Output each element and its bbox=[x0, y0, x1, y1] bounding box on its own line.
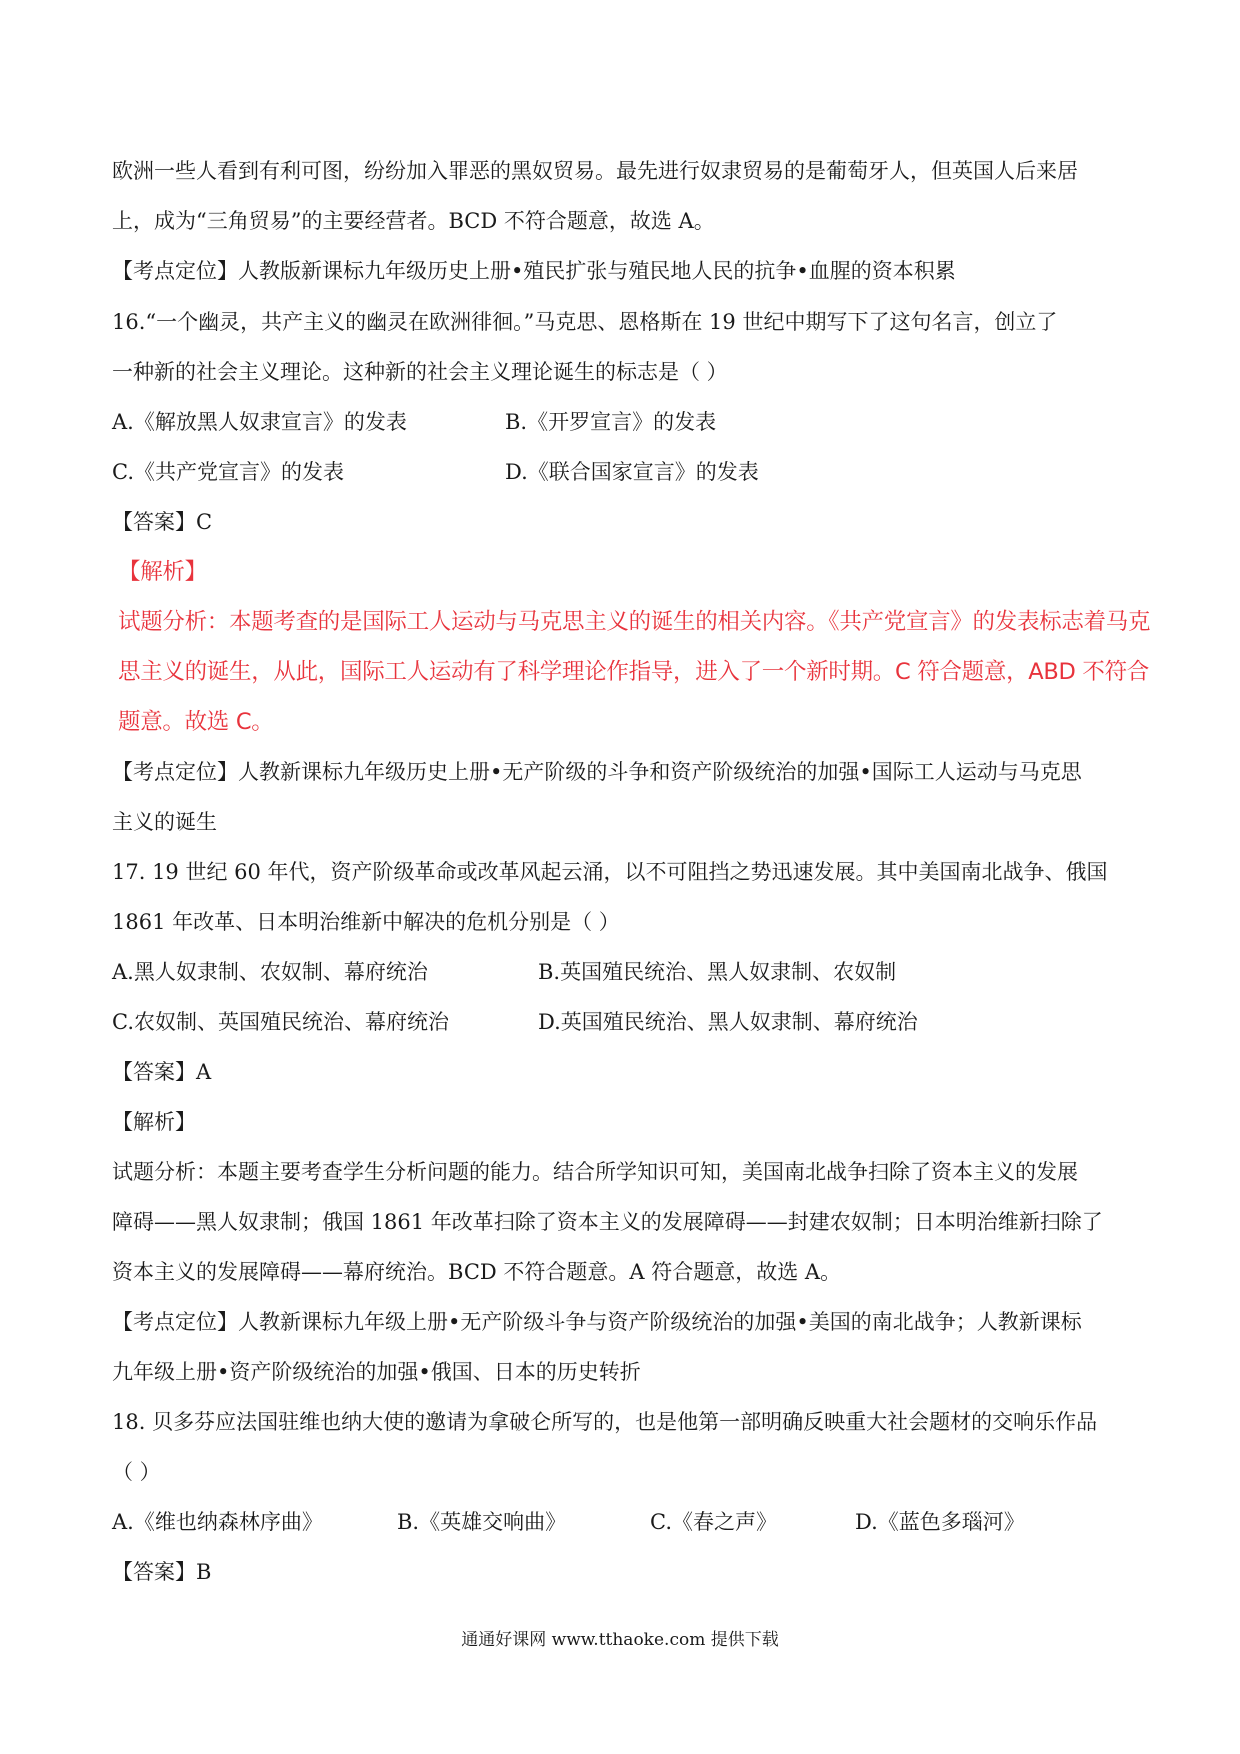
q16-answer: 【答案】C bbox=[112, 510, 213, 534]
q18-option-d: D.《蓝色多瑙河》 bbox=[855, 1510, 1025, 1534]
q17-option-a: A.黑人奴隶制、农奴制、幕府统治 bbox=[112, 960, 428, 984]
q17-option-b: B.英国殖民统治、黑人奴隶制、农奴制 bbox=[538, 960, 897, 984]
q16-jiexi-heading: 【解析】 bbox=[118, 559, 207, 585]
q17-analysis-line2: 障碍——黑人奴隶制；俄国 1861 年改革扫除了资本主义的发展障碍——封建农奴制；日本明治维新扫除了 bbox=[112, 1210, 1103, 1234]
page-footer: 通通好课网 www.tthaoke.com 提供下载 bbox=[461, 1630, 779, 1650]
q17-stem-line1: 17. 19 世纪 60 年代，资产阶级革命或改革风起云涌，以不可阻挡之势迅速发展。其中美国南北战争、俄国 bbox=[112, 860, 1108, 884]
q18-stem-line2: （ ） bbox=[112, 1460, 161, 1484]
q18-option-b: B.《英雄交响曲》 bbox=[397, 1510, 567, 1534]
q16-analysis-line1: 试题分析：本题考查的是国际工人运动与马克思主义的诞生的相关内容。《共产党宣言》的发表标志着马克 bbox=[118, 609, 1151, 635]
q16-stem-line1: 16.“一个幽灵，共产主义的幽灵在欧洲徘徊。”马克思、恩格斯在 19 世纪中期写下了这句名言，创立了 bbox=[112, 310, 1058, 334]
q18-stem-line1: 18. 贝多芬应法国驻维也纳大使的邀请为拿破仑所写的，也是他第一部明确反映重大社会题材的交响乐作品 bbox=[112, 1410, 1098, 1434]
q16-analysis-line3: 题意。故选 C。 bbox=[118, 709, 274, 735]
q17-option-c: C.农奴制、英国殖民统治、幕府统治 bbox=[112, 1010, 449, 1034]
q17-answer: 【答案】A bbox=[112, 1060, 212, 1084]
q16-stem-line2: 一种新的社会主义理论。这种新的社会主义理论诞生的标志是（ ） bbox=[112, 360, 728, 384]
q17-analysis-line3: 资本主义的发展障碍——幕府统治。BCD 不符合题意。A 符合题意，故选 A。 bbox=[112, 1260, 842, 1284]
q16-analysis-line2: 思主义的诞生，从此，国际工人运动有了科学理论作指导，进入了一个新时期。C 符合题意，ABD 不符合 bbox=[118, 659, 1149, 685]
q15-explanation-line2: 上，成为“三角贸易”的主要经营者。BCD 不符合题意，故选 A。 bbox=[112, 209, 715, 233]
q16-option-d: D.《联合国家宣言》的发表 bbox=[505, 460, 759, 484]
q16-kaodian-line2: 主义的诞生 bbox=[112, 810, 217, 834]
q16-option-b: B.《开罗宣言》的发表 bbox=[505, 410, 717, 434]
q17-jiexi-heading: 【解析】 bbox=[112, 1110, 196, 1134]
q16-option-c: C.《共产党宣言》的发表 bbox=[112, 460, 344, 484]
q15-explanation-line1: 欧洲一些人看到有利可图，纷纷加入罪恶的黑奴贸易。最先进行奴隶贸易的是葡萄牙人，但英国人后来居 bbox=[112, 159, 1078, 183]
q16-option-a: A.《解放黑人奴隶宣言》的发表 bbox=[112, 410, 407, 434]
q17-stem-line2: 1861 年改革、日本明治维新中解决的危机分别是（ ） bbox=[112, 910, 620, 934]
q16-kaodian-line1: 【考点定位】人教新课标九年级历史上册•无产阶级的斗争和资产阶级统治的加强•国际工人运动与马克思 bbox=[112, 760, 1082, 784]
q17-kaodian-line1: 【考点定位】人教新课标九年级上册•无产阶级斗争与资产阶级统治的加强•美国的南北战争；人教新课标 bbox=[112, 1310, 1082, 1334]
q17-analysis-line1: 试题分析：本题主要考查学生分析问题的能力。结合所学知识可知，美国南北战争扫除了资本主义的发展 bbox=[112, 1160, 1078, 1184]
q18-option-c: C.《春之声》 bbox=[650, 1510, 777, 1534]
q17-option-d: D.英国殖民统治、黑人奴隶制、幕府统治 bbox=[538, 1010, 918, 1034]
q15-kaodian: 【考点定位】人教版新课标九年级历史上册•殖民扩张与殖民地人民的抗争•血腥的资本积累 bbox=[112, 259, 956, 283]
q18-option-a: A.《维也纳森林序曲》 bbox=[112, 1510, 323, 1534]
q18-answer: 【答案】B bbox=[112, 1560, 212, 1584]
q17-kaodian-line2: 九年级上册•资产阶级统治的加强•俄国、日本的历史转折 bbox=[112, 1360, 641, 1384]
